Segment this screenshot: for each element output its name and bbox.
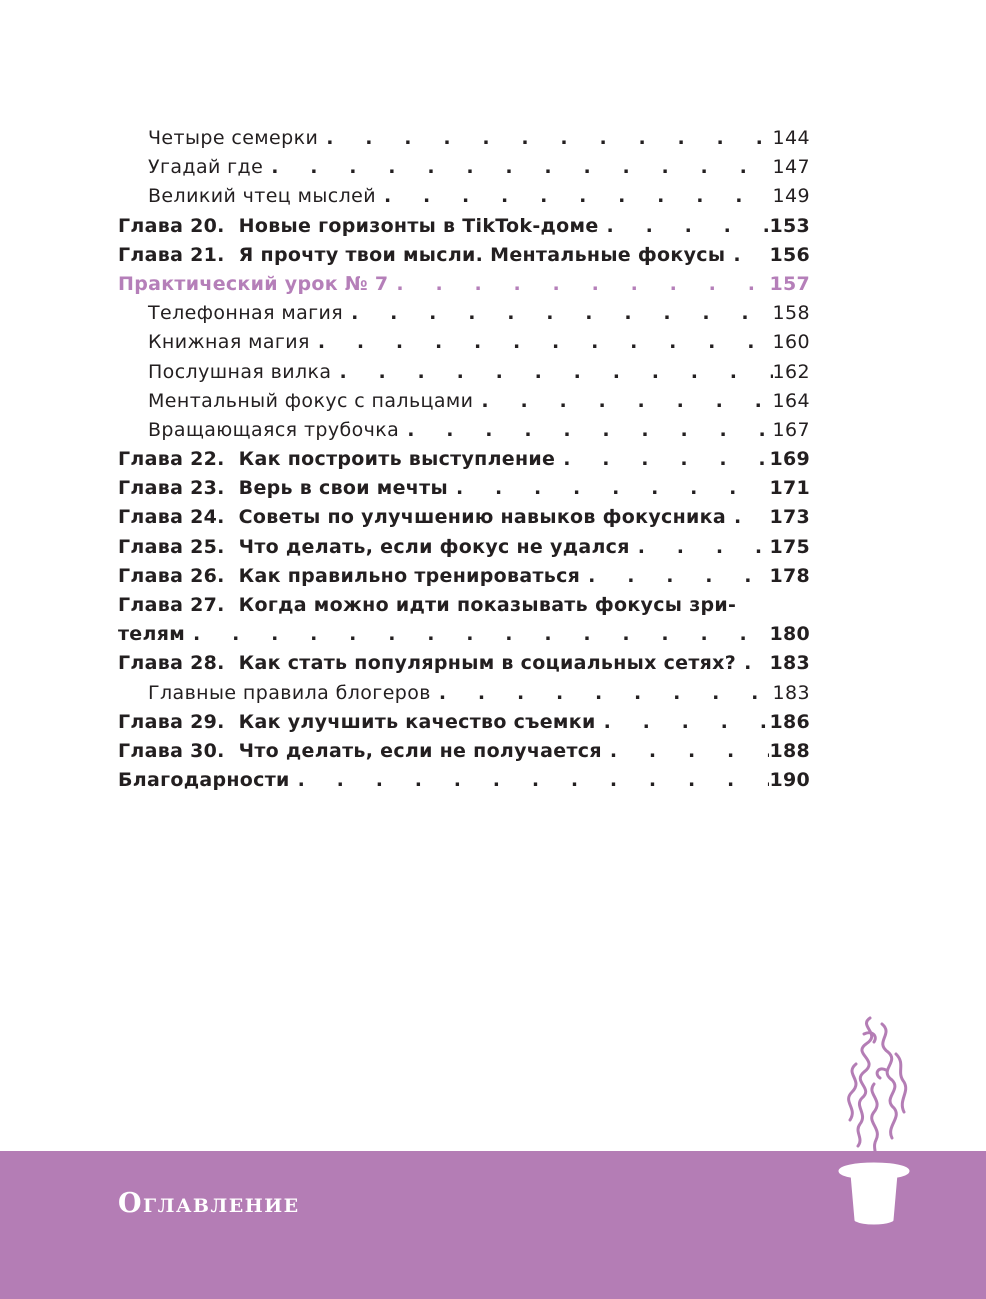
leader-dots <box>736 649 769 678</box>
toc-chapter[interactable] <box>118 474 810 503</box>
chapter-title-continuation: телям <box>118 623 186 646</box>
chapter-number: Глава 24. <box>118 506 225 529</box>
toc-entry[interactable] <box>118 299 810 328</box>
page-number: 7 <box>869 1190 879 1206</box>
leader-dots <box>376 182 773 211</box>
chapter-number: Глава 30. <box>118 739 225 762</box>
chapter-number: Глава 27. <box>118 594 225 616</box>
toc-chapter[interactable] <box>118 212 810 241</box>
toc-entry-title: Вращающаяся трубочка <box>148 418 400 441</box>
chapter-number: Глава 21. <box>118 243 225 266</box>
toc-chapter[interactable] <box>118 533 810 562</box>
leader-dots <box>599 212 770 241</box>
toc-chapter[interactable] <box>118 241 810 270</box>
leader-dots <box>185 620 769 649</box>
toc-entry-page: 183 <box>769 652 810 675</box>
toc-entry-page: 173 <box>769 506 810 529</box>
leader-dots <box>388 270 769 299</box>
toc-entry-page: 164 <box>772 389 810 412</box>
toc-entry-page: 186 <box>769 710 810 733</box>
chapter-number: Глава 22. <box>118 448 225 471</box>
chapter-number: Глава 28. <box>118 652 225 675</box>
leader-dots <box>290 766 770 795</box>
chapter-title: Советы по улучшению навыков фокусника <box>238 506 726 529</box>
chapter-title: Как построить выступление <box>238 448 556 471</box>
leader-dots <box>448 474 770 503</box>
toc-chapter[interactable] <box>118 708 810 737</box>
toc-entry-page: 160 <box>772 331 810 354</box>
toc-entry-title: Главные правила блогеров <box>148 681 431 704</box>
chapter-number: Глава 23. <box>118 477 225 500</box>
chapter-title: Как стать популярным в социальных сетях? <box>238 652 737 675</box>
leader-dots <box>596 708 770 737</box>
table-of-contents <box>118 124 810 795</box>
leader-dots <box>263 153 772 182</box>
toc-entry-page: 183 <box>772 681 810 704</box>
chapter-title: Когда можно идти показывать фокусы зри- <box>238 594 737 616</box>
lesson-title: Практический урок № 7 <box>118 272 389 295</box>
leader-dots <box>630 533 770 562</box>
leader-dots <box>318 124 772 153</box>
toc-entry-page: 175 <box>769 535 810 558</box>
toc-entry-title: Четыре семерки <box>148 127 319 149</box>
toc-entry[interactable] <box>118 387 810 416</box>
leader-dots <box>331 358 772 387</box>
toc-entry-page: 153 <box>769 214 810 237</box>
chapter-title: Как правильно тренироваться <box>238 564 581 587</box>
chapter-number: Глава 20. <box>118 214 225 237</box>
toc-entry-page: 149 <box>772 185 810 208</box>
chapter-title: Как улучшить качество съемки <box>238 710 596 733</box>
toc-entry-page: 188 <box>769 739 810 762</box>
toc-entry-page: 190 <box>769 769 810 792</box>
leader-dots <box>473 387 772 416</box>
toc-entry-page: 158 <box>772 302 810 325</box>
toc-chapter[interactable] <box>118 737 810 766</box>
toc-entry-page: 171 <box>769 477 810 500</box>
toc-chapter-head[interactable] <box>118 591 810 620</box>
toc-entry-title: Телефонная магия <box>148 302 344 325</box>
toc-chapter[interactable] <box>118 649 810 678</box>
chapter-title: Что делать, если не получается <box>238 739 602 762</box>
toc-entry-page: 144 <box>772 127 810 149</box>
toc-entry[interactable] <box>118 182 810 211</box>
leader-dots <box>580 562 769 591</box>
chapter-number: Глава 25. <box>118 535 225 558</box>
toc-entry-page: 169 <box>769 448 810 471</box>
toc-entry-page: 147 <box>772 156 810 179</box>
chapter-number: Глава 29. <box>118 710 225 733</box>
toc-chapter[interactable] <box>118 562 810 591</box>
chapter-title: Верь в свои мечты <box>238 477 448 500</box>
toc-entry-title: Ментальный фокус с пальцами <box>148 389 474 412</box>
toc-entry-page: 180 <box>769 623 810 646</box>
leader-dots <box>310 328 773 357</box>
chapter-title: Что делать, если фокус не удался <box>238 535 630 558</box>
chapter-title: Благодарности <box>118 769 290 792</box>
toc-entry[interactable] <box>118 416 810 445</box>
toc-entry-title: Послушная вилка <box>148 360 332 383</box>
toc-chapter-continuation[interactable] <box>118 620 810 649</box>
toc-entry-page: 157 <box>769 272 810 295</box>
leader-dots <box>555 445 769 474</box>
toc-entry[interactable] <box>118 358 810 387</box>
toc-entry[interactable] <box>118 153 810 182</box>
toc-entry-page: 178 <box>769 564 810 587</box>
toc-chapter[interactable] <box>118 503 810 532</box>
toc-entry-title: Книжная магия <box>148 331 310 354</box>
chapter-number: Глава 26. <box>118 564 225 587</box>
leader-dots <box>726 503 769 532</box>
toc-acknowledgements[interactable] <box>118 766 810 795</box>
toc-entry-title: Великий чтец мыслей <box>148 185 376 208</box>
leader-dots <box>725 241 769 270</box>
leader-dots <box>399 416 772 445</box>
leader-dots <box>343 299 772 328</box>
chapter-title: Новые горизонты в TikTok-доме <box>238 214 599 237</box>
leader-dots <box>602 737 770 766</box>
toc-chapter[interactable] <box>118 445 810 474</box>
leader-dots <box>431 679 773 708</box>
toc-entry-page: 167 <box>772 418 810 441</box>
section-title: Оглавление <box>118 1188 300 1219</box>
toc-entry-page: 162 <box>772 360 810 383</box>
chapter-title: Я прочту твои мысли. Ментальные фокусы <box>238 243 726 266</box>
toc-entry[interactable] <box>118 679 810 708</box>
toc-entry-title: Угадай где <box>148 156 264 179</box>
toc-entry[interactable] <box>118 328 810 357</box>
toc-entry-page: 156 <box>769 243 810 266</box>
toc-entry[interactable] <box>118 124 810 153</box>
toc-lesson[interactable] <box>118 270 810 299</box>
